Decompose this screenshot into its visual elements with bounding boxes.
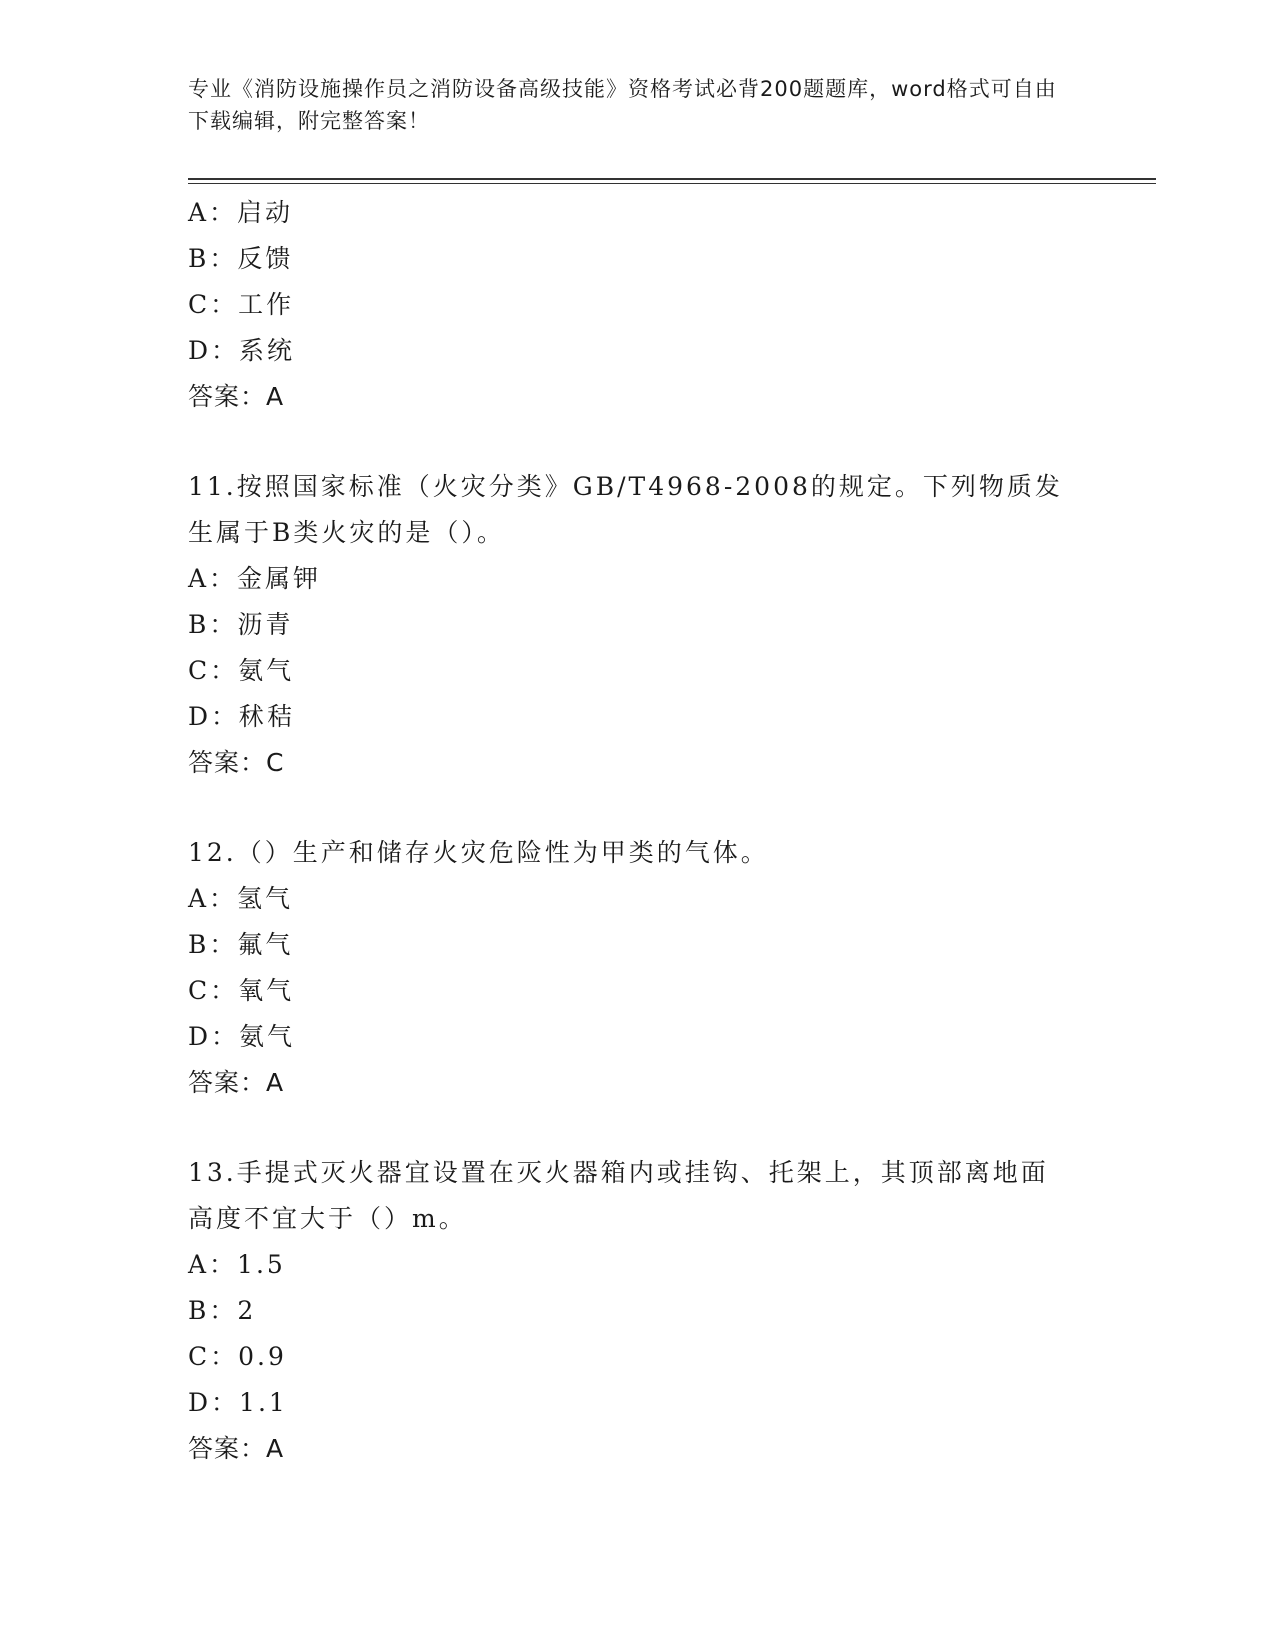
question-text: 13.手提式灭火器宜设置在灭火器箱内或挂钩、托架上，其顶部离地面高度不宜大于（）m。 xyxy=(188,1158,1049,1233)
option-c: C：0.9 xyxy=(188,1342,287,1371)
answer-line: 答案：A xyxy=(188,1434,285,1463)
option-d: D：系统 xyxy=(188,336,296,365)
question-block xyxy=(188,464,1088,786)
answer-line: 答案：A xyxy=(188,1068,285,1097)
option-c: C：氨气 xyxy=(188,656,295,685)
option-b: B：反馈 xyxy=(188,244,294,273)
option-c: C：氧气 xyxy=(188,976,295,1005)
header-rule-thin xyxy=(188,183,1156,184)
question-text: 12.（）生产和储存火灾危险性为甲类的气体。 xyxy=(188,838,769,867)
question-text: 11.按照国家标准（火灾分类》GB/T4968-2008的规定。下列物质发生属于B类火灾的是（）。 xyxy=(188,472,1063,547)
answer-line: 答案：C xyxy=(188,748,285,777)
option-a: A：1.5 xyxy=(188,1250,286,1279)
option-b: B：氟气 xyxy=(188,930,294,959)
option-b: B：2 xyxy=(188,1296,257,1325)
option-c: C：工作 xyxy=(188,290,295,319)
document-header: 专业《消防设施操作员之消防设备高级技能》资格考试必背200题题库，word格式可自由下载编辑，附完整答案！ xyxy=(188,77,1057,133)
question-block xyxy=(188,190,1088,420)
question-block xyxy=(188,1150,1088,1472)
header-rule-thick xyxy=(188,178,1156,180)
question-block xyxy=(188,830,1088,1106)
option-a: A：金属钾 xyxy=(188,564,322,593)
option-d: D：1.1 xyxy=(188,1388,288,1417)
option-d: D：秫秸 xyxy=(188,702,296,731)
option-d: D：氨气 xyxy=(188,1022,296,1051)
answer-line: 答案：A xyxy=(188,382,285,411)
option-a: A：启动 xyxy=(188,198,294,227)
option-b: B：沥青 xyxy=(188,610,294,639)
question-list xyxy=(188,190,1088,1472)
option-a: A：氢气 xyxy=(188,884,294,913)
